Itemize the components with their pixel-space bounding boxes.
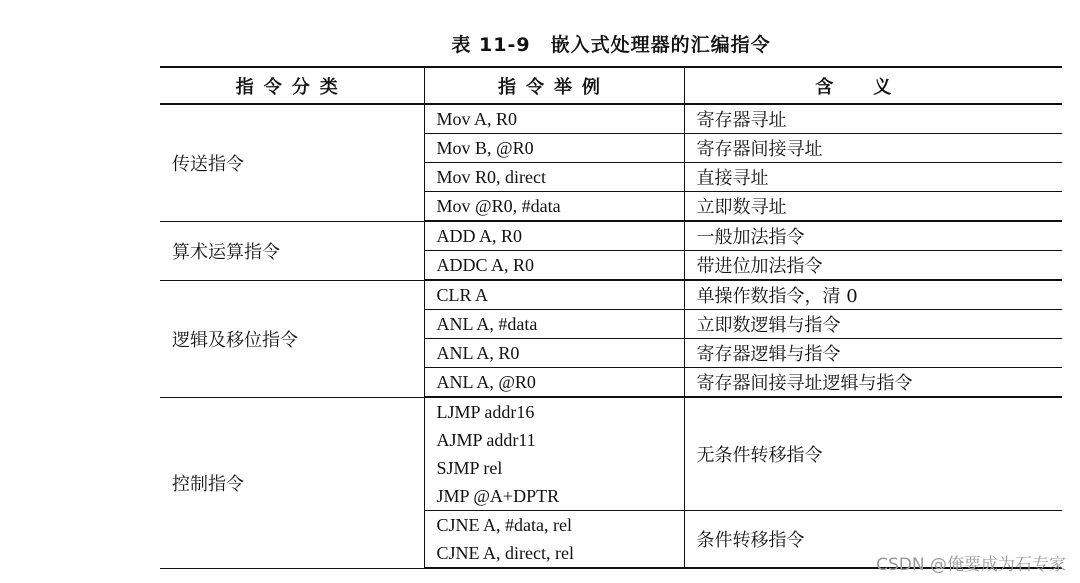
table-header-row bbox=[160, 67, 1062, 104]
meaning-cell: 单操作数指令，清 0 bbox=[684, 280, 1062, 310]
example-cell: Mov R0, direct bbox=[424, 163, 684, 192]
example-line: CJNE A, #data, rel bbox=[436, 515, 572, 535]
category-cell: 传送指令 bbox=[160, 104, 424, 221]
example-cell: Mov @R0, #data bbox=[424, 192, 684, 222]
example-cell: Mov A, R0 bbox=[424, 104, 684, 134]
header-category: 指令分类 bbox=[160, 67, 424, 104]
meaning-cell: 寄存器间接寻址 bbox=[684, 134, 1062, 163]
table-caption: 表 11-9 嵌入式处理器的汇编指令 bbox=[451, 34, 771, 56]
category-cell: 算术运算指令 bbox=[160, 221, 424, 280]
table-row bbox=[160, 221, 1062, 251]
example-line: AJMP addr11 bbox=[436, 430, 536, 450]
table-row bbox=[160, 104, 1062, 134]
csdn-watermark: CSDN @俺要成为石专家 bbox=[876, 555, 1066, 575]
meaning-cell: 一般加法指令 bbox=[684, 221, 1062, 251]
meaning-cell: 条件转移指令 bbox=[684, 511, 1062, 569]
header-meaning: 含义 bbox=[684, 67, 1062, 104]
example-cell-multi bbox=[424, 397, 684, 511]
meaning-cell: 寄存器逻辑与指令 bbox=[684, 339, 1062, 368]
example-cell: ANL A, #data bbox=[424, 310, 684, 339]
example-cell: ANL A, R0 bbox=[424, 339, 684, 368]
example-cell-multi bbox=[424, 511, 684, 569]
meaning-cell: 立即数逻辑与指令 bbox=[684, 310, 1062, 339]
example-line: CJNE A, direct, rel bbox=[436, 543, 574, 563]
example-cell: ADD A, R0 bbox=[424, 221, 684, 251]
table-row bbox=[160, 280, 1062, 310]
meaning-cell: 无条件转移指令 bbox=[684, 397, 1062, 511]
example-line: LJMP addr16 bbox=[436, 402, 535, 422]
meaning-cell: 直接寻址 bbox=[684, 163, 1062, 192]
example-cell: CLR A bbox=[424, 280, 684, 310]
table-row bbox=[160, 397, 1062, 511]
example-line: JMP @A+DPTR bbox=[436, 486, 560, 506]
meaning-cell: 寄存器间接寻址逻辑与指令 bbox=[684, 368, 1062, 398]
category-cell: 逻辑及移位指令 bbox=[160, 280, 424, 397]
category-cell: 控制指令 bbox=[160, 397, 424, 568]
meaning-cell: 寄存器寻址 bbox=[684, 104, 1062, 134]
example-line: SJMP rel bbox=[436, 458, 503, 478]
header-example: 指令举例 bbox=[424, 67, 684, 104]
example-cell: ADDC A, R0 bbox=[424, 251, 684, 281]
example-cell: Mov B, @R0 bbox=[424, 134, 684, 163]
instruction-table bbox=[160, 66, 1062, 569]
meaning-cell: 带进位加法指令 bbox=[684, 251, 1062, 281]
example-cell: ANL A, @R0 bbox=[424, 368, 684, 398]
meaning-cell: 立即数寻址 bbox=[684, 192, 1062, 222]
